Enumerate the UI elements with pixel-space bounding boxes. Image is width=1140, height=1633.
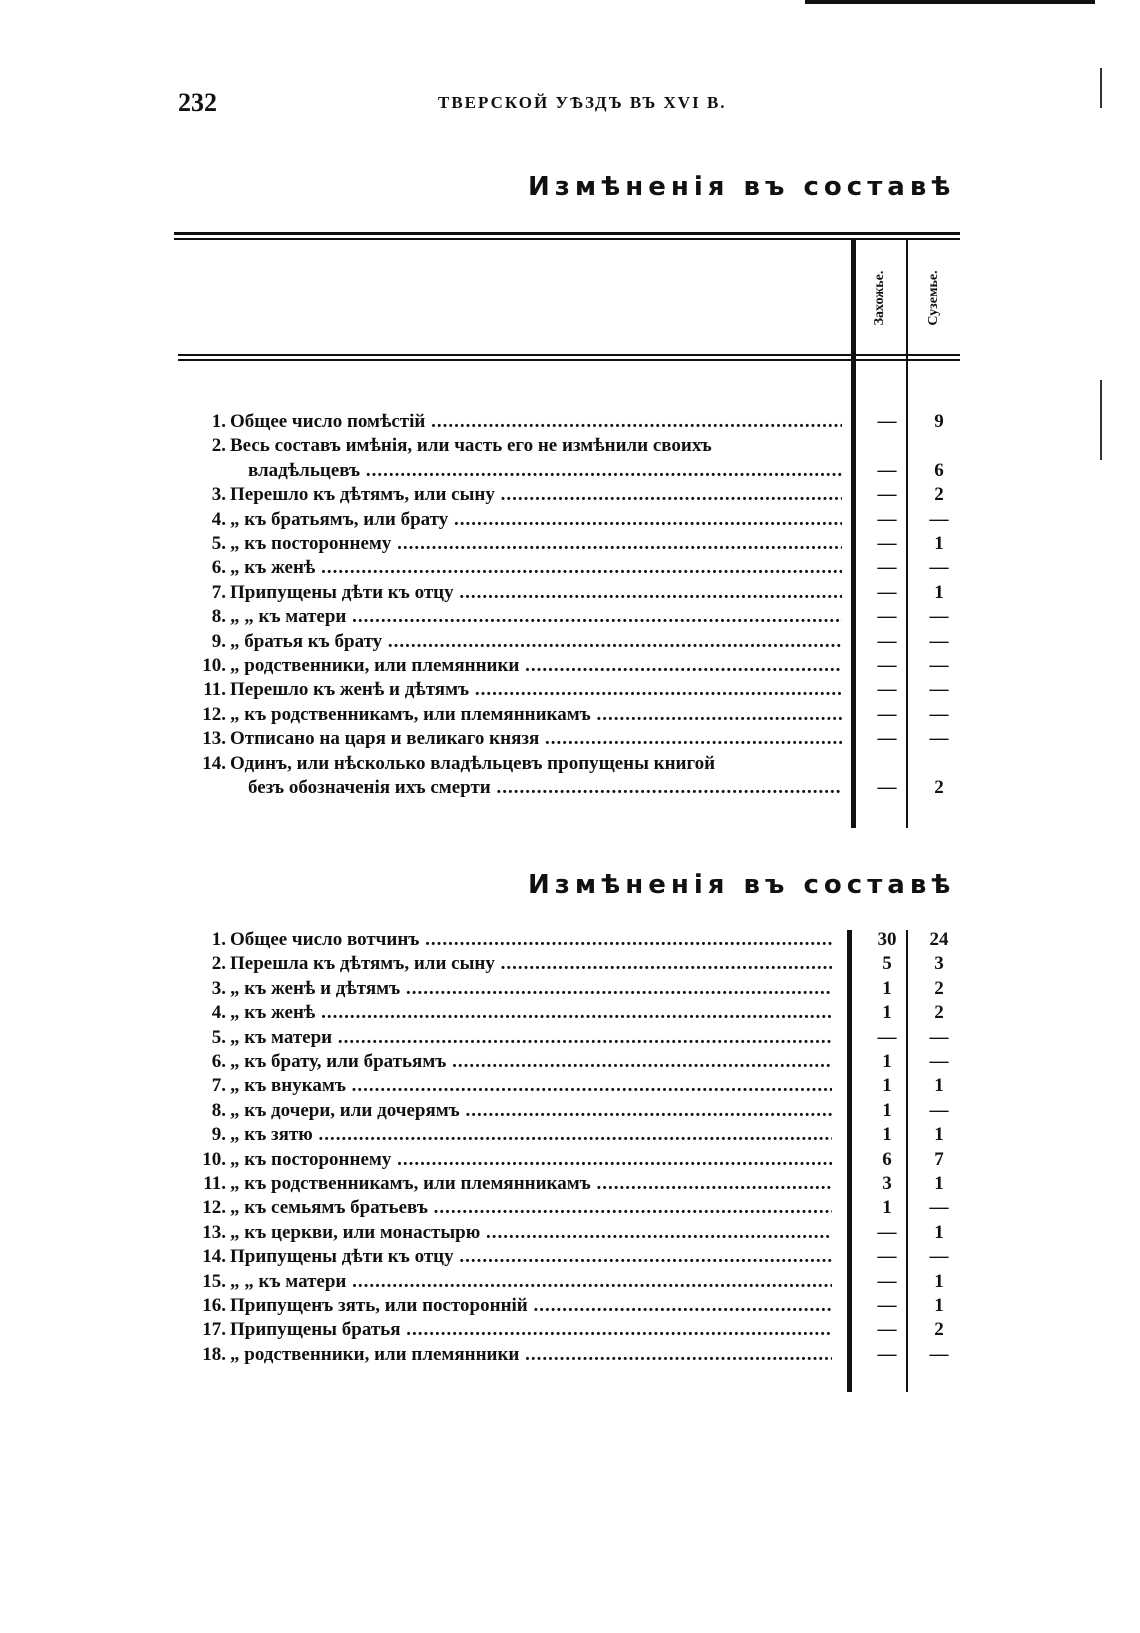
table-row: [178, 928, 978, 952]
value-col2: —: [929, 508, 949, 530]
value-col1: —: [877, 1246, 897, 1268]
value-col2: 6: [934, 459, 944, 481]
running-head: ТВЕРСКОЙ УѢЗДЪ ВЪ XVI В.: [438, 93, 727, 112]
row-number: 1.: [211, 411, 226, 432]
value-col1: 1: [882, 1075, 892, 1097]
value-col2: —: [929, 1197, 949, 1219]
value-col2: 2: [934, 777, 944, 798]
table-row: [178, 1099, 978, 1123]
row-number: 4.: [211, 1002, 226, 1024]
value-col1: 1: [882, 1099, 892, 1121]
row-text: „ къ родственникамъ, или племянникамъ .....: [230, 703, 842, 727]
row-number: 1.: [211, 929, 226, 950]
table-row: [178, 1074, 978, 1098]
table-row: [178, 678, 978, 702]
row-text: „ къ дочери, или дочерямъ .....: [230, 1099, 832, 1123]
edge-mark: [1100, 68, 1102, 108]
row-text: „ родственники, или племянники .....: [230, 654, 842, 678]
value-col1: —: [877, 484, 897, 506]
row-number: 11.: [203, 679, 226, 701]
table-row: [178, 1123, 978, 1147]
row-text: Общее число вотчинъ .....: [230, 928, 832, 952]
row-number: 5.: [211, 533, 226, 554]
value-col2: 24: [929, 929, 949, 950]
row-text: Одинъ, или нѣсколько владѣльцевъ пропущены книгой: [230, 752, 716, 774]
value-col2: —: [929, 606, 949, 628]
row-text: Припущены братья .....: [230, 1318, 832, 1342]
row-number: 7.: [211, 1075, 226, 1097]
value-col2: 9: [934, 411, 944, 432]
row-text: „ къ постороннему .....: [230, 1148, 832, 1172]
row-text: „ къ женѣ и дѣтямъ .....: [230, 977, 832, 1001]
row-number: 9.: [211, 630, 226, 652]
row-number: 4.: [211, 508, 226, 530]
row-number: 9.: [211, 1124, 226, 1146]
row-text: „ къ семьямъ братьевъ .....: [230, 1196, 832, 1220]
row-text: „ къ братьямъ, или брату .....: [230, 508, 842, 532]
value-col2: —: [929, 728, 949, 750]
edge-mark: [1100, 380, 1102, 460]
row-number: 6.: [211, 1051, 226, 1072]
value-col1: —: [877, 703, 897, 725]
value-col1: —: [877, 630, 897, 652]
table-row: [178, 605, 978, 629]
row-number: 5.: [211, 1026, 226, 1048]
row-text: Припущены дѣти къ отцу .....: [230, 1245, 832, 1269]
value-col2: —: [929, 655, 949, 676]
value-col1: —: [877, 1319, 897, 1341]
table-row: [178, 1245, 978, 1269]
table-row: [178, 977, 978, 1001]
value-col2: —: [929, 1051, 949, 1072]
table-row: [178, 1343, 978, 1367]
table-row: [178, 654, 978, 678]
value-col2: —: [929, 630, 949, 652]
row-number: 15.: [202, 1270, 226, 1292]
table1-top-rule-thin: [174, 238, 960, 240]
value-col1: —: [877, 1270, 897, 1292]
table-row: [178, 1172, 978, 1196]
row-text: „ „ къ матери .....: [230, 1270, 832, 1294]
value-col1: 1: [882, 1124, 892, 1146]
row-text: „ къ родственникамъ, или племянникамъ .....: [230, 1172, 832, 1196]
table-row: [178, 581, 978, 605]
table-row: [178, 1148, 978, 1172]
table-row: [178, 1026, 978, 1050]
row-text: „ къ брату, или братьямъ .....: [230, 1050, 832, 1074]
value-col1: 5: [882, 953, 892, 975]
row-number: 8.: [211, 1099, 226, 1121]
value-col1: —: [877, 508, 897, 530]
value-col2: 2: [934, 1002, 944, 1024]
table-row: [178, 1196, 978, 1220]
row-text: владѣльцевъ .....: [248, 459, 842, 483]
section1-title: Измѣненія въ составѣ: [528, 172, 956, 202]
row-text: „ къ церкви, или монастырю .....: [230, 1221, 832, 1245]
value-col1: —: [877, 728, 897, 750]
value-col1: —: [877, 1026, 897, 1048]
table-row: [178, 556, 978, 580]
value-col2: 1: [934, 1270, 944, 1292]
row-text: Припущены дѣти къ отцу .....: [230, 581, 842, 605]
table1-head-rule-thin: [178, 359, 960, 361]
value-col1: —: [877, 411, 897, 432]
row-number: 8.: [211, 606, 226, 628]
table-row: [178, 483, 978, 507]
table-row: [178, 727, 978, 751]
table-row: [178, 508, 978, 532]
table-row: [178, 1221, 978, 1245]
table-row: [178, 459, 978, 483]
value-col1: 1: [882, 1002, 892, 1024]
value-col2: —: [929, 1343, 949, 1365]
row-text: Отписано на царя и великаго князя .....: [230, 727, 842, 751]
value-col1: 6: [882, 1148, 892, 1170]
value-col2: —: [929, 679, 949, 701]
row-text: Припущенъ зять, или посторонній .....: [230, 1294, 832, 1318]
table-row: [178, 703, 978, 727]
table-row: [178, 1050, 978, 1074]
row-text: „ къ внукамъ .....: [230, 1074, 832, 1098]
value-col1: —: [877, 581, 897, 603]
value-col2: 1: [934, 1124, 944, 1146]
page-number: 232: [178, 88, 217, 117]
table-row: [178, 532, 978, 556]
row-text: „ родственники, или племянники .....: [230, 1343, 832, 1367]
value-col1: —: [877, 777, 897, 798]
value-col2: 1: [934, 533, 944, 554]
table1-head-rule: [178, 354, 960, 356]
row-text: Перешла къ дѣтямъ, или сыну .....: [230, 952, 832, 976]
value-col2: 1: [934, 1075, 944, 1097]
row-number: 11.: [203, 1173, 226, 1194]
value-col2: 2: [934, 484, 944, 506]
row-text: „ къ женѣ .....: [230, 1001, 832, 1025]
value-col1: —: [877, 1343, 897, 1365]
row-number: 6.: [211, 557, 226, 579]
value-col2: 2: [934, 1319, 944, 1341]
table-row: [178, 434, 978, 458]
value-col2: 2: [934, 977, 944, 999]
value-col2: 1: [934, 1295, 944, 1316]
row-text: „ къ женѣ .....: [230, 556, 842, 580]
row-number: 10.: [202, 655, 226, 676]
value-col1: —: [877, 533, 897, 554]
row-number: 7.: [211, 581, 226, 603]
column-header-suzemye: Суземье.: [926, 270, 941, 326]
row-number: 3.: [211, 484, 226, 506]
row-number: 2.: [211, 953, 226, 975]
row-number: 16.: [202, 1295, 226, 1316]
table-row: [178, 1270, 978, 1294]
value-col1: —: [877, 655, 897, 676]
value-col2: —: [929, 557, 949, 579]
row-text: Перешло къ женѣ и дѣтямъ .....: [230, 678, 842, 702]
row-number: 13.: [202, 728, 226, 750]
row-text: безъ обозначенія ихъ смерти .....: [248, 776, 842, 800]
row-number: 14.: [202, 752, 226, 774]
row-number: 13.: [202, 1221, 226, 1243]
top-edge-rule: [805, 0, 1095, 4]
table-row: [178, 1318, 978, 1342]
value-col1: —: [877, 679, 897, 701]
value-col2: —: [929, 1246, 949, 1268]
row-number: 12.: [202, 1197, 226, 1219]
value-col2: 3: [934, 953, 944, 975]
row-text: Общее число помѣстій .....: [230, 410, 842, 434]
table1-top-rule: [174, 232, 960, 235]
value-col1: 3: [882, 1173, 892, 1194]
value-col1: —: [877, 1221, 897, 1243]
value-col2: —: [929, 1099, 949, 1121]
table-row: [178, 776, 978, 800]
table-row: [178, 1294, 978, 1318]
value-col1: —: [877, 606, 897, 628]
row-text: Весь составъ имѣнія, или часть его не измѣнили своихъ: [230, 435, 712, 457]
value-col1: —: [877, 1295, 897, 1316]
value-col2: 1: [934, 1173, 944, 1194]
table-row: [178, 1001, 978, 1025]
table-row: [178, 410, 978, 434]
table-row: [178, 630, 978, 654]
row-text: „ къ зятю .....: [230, 1123, 832, 1147]
value-col2: —: [929, 1026, 949, 1048]
value-col2: 7: [934, 1148, 944, 1170]
section2-title: Измѣненія въ составѣ: [528, 870, 956, 900]
row-text: „ братья къ брату .....: [230, 630, 842, 654]
column-header-zakhozhye: Захожье.: [872, 270, 887, 326]
row-number: 12.: [202, 703, 226, 725]
value-col1: —: [877, 459, 897, 481]
value-col2: —: [929, 703, 949, 725]
value-col1: 1: [882, 1197, 892, 1219]
row-text: „ къ постороннему .....: [230, 532, 842, 556]
row-number: 10.: [202, 1148, 226, 1170]
table-row: [178, 752, 978, 776]
row-number: 18.: [202, 1343, 226, 1365]
value-col1: 1: [882, 977, 892, 999]
row-number: 2.: [211, 435, 226, 457]
row-text: „ „ къ матери .....: [230, 605, 842, 629]
row-text: Перешло къ дѣтямъ, или сыну .....: [230, 483, 842, 507]
value-col1: 1: [882, 1051, 892, 1072]
value-col2: 1: [934, 1221, 944, 1243]
row-number: 3.: [211, 977, 226, 999]
row-number: 17.: [202, 1319, 226, 1341]
row-number: 14.: [202, 1246, 226, 1268]
value-col1: —: [877, 557, 897, 579]
value-col1: 30: [877, 929, 897, 950]
value-col2: 1: [934, 581, 944, 603]
row-text: „ къ матери .....: [230, 1026, 832, 1050]
table-row: [178, 952, 978, 976]
